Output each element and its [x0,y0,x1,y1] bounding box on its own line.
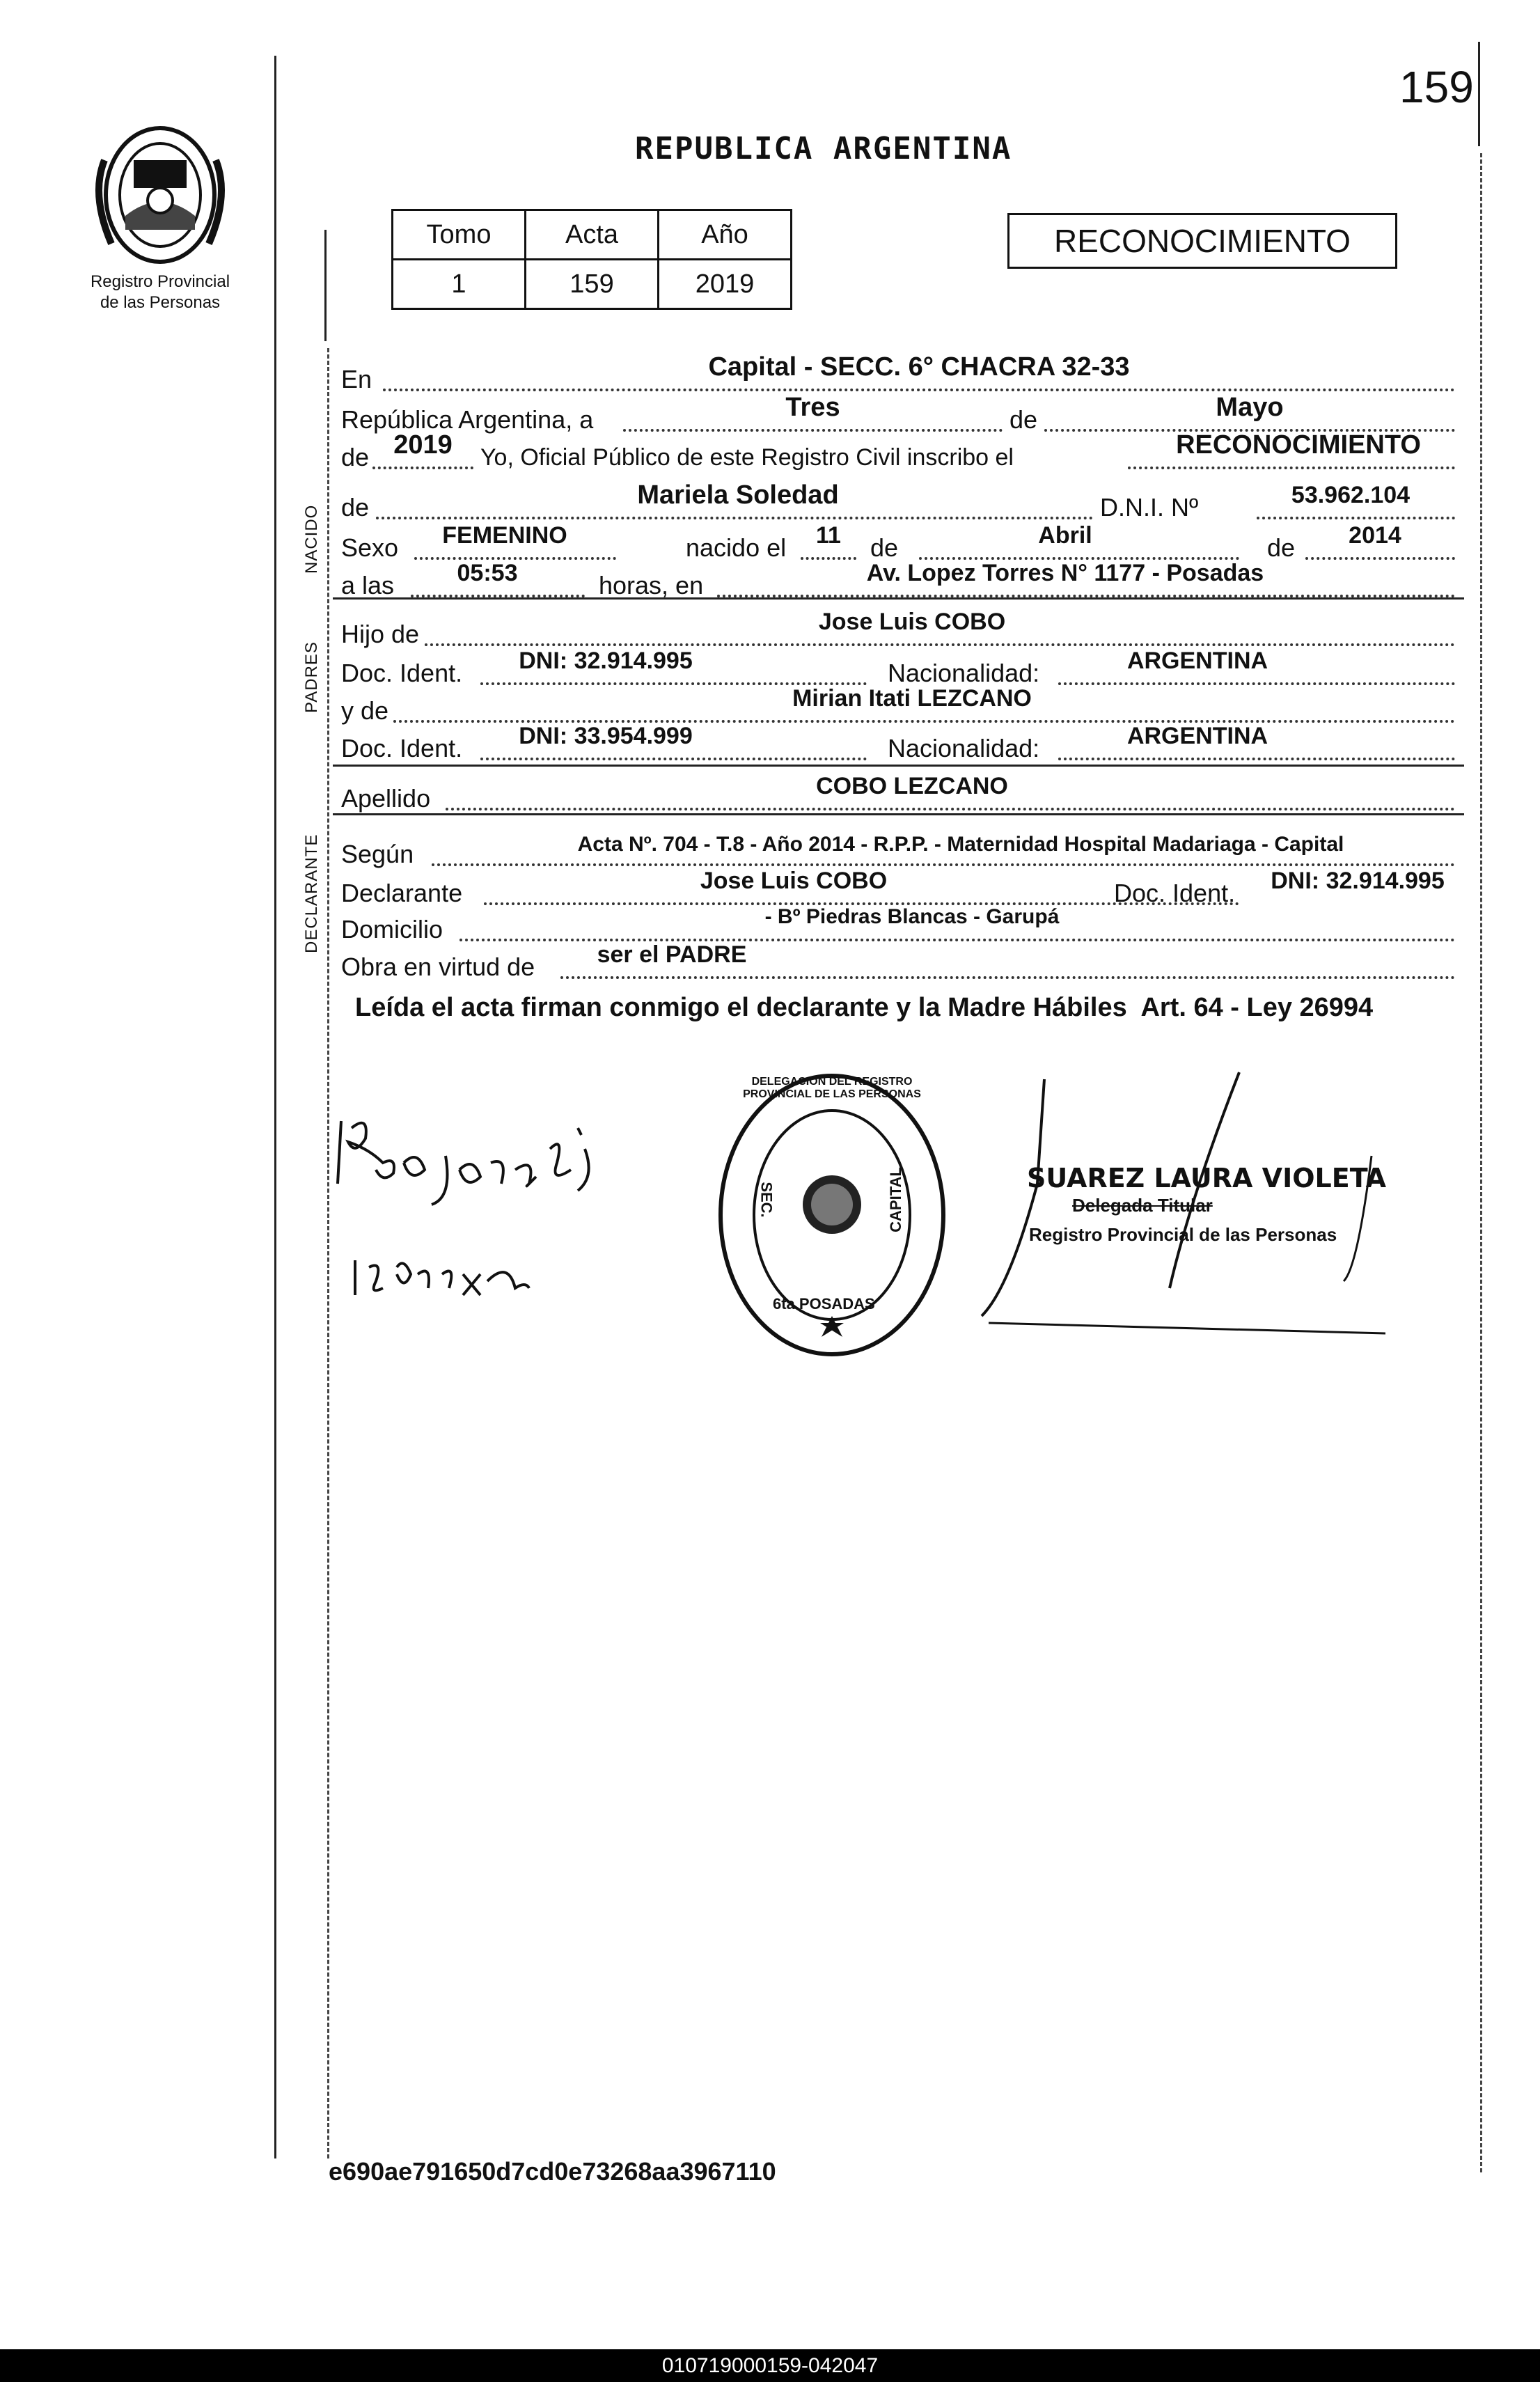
record-reference-table [391,209,792,310]
oficial-text: Yo, Oficial Público de este Registro Civil inscribo el [480,444,1014,471]
registry-stamp [710,1065,954,1365]
document-title: REPUBLICA ARGENTINA [635,131,1012,166]
sexo-value: FEMENINO [442,522,567,549]
row-domicilio [341,905,1459,943]
docident2-label: Doc. Ident. [341,734,463,762]
segun-label: Según [341,840,414,868]
docident3-label: Doc. Ident. [1114,879,1236,907]
stamp-inner-left: SEC. [757,1182,776,1218]
footer-bar [0,2349,1540,2382]
en-label: En [341,365,372,393]
day-value: Tres [785,393,840,422]
month-value: Mayo [1216,393,1284,422]
value-ano: 2019 [659,260,792,309]
row-apellido [341,774,1459,812]
birth-month: Abril [1038,522,1092,549]
label-nacido: NACIDO [302,504,321,574]
record-type: RECONOCIMIENTO [1054,223,1351,259]
mother-nat: ARGENTINA [1126,723,1268,749]
right-margin-line [1478,42,1480,146]
official-name: SUAREZ LAURA VIOLETA [1027,1163,1387,1193]
de2-label: de [341,443,370,471]
birth-year: 2014 [1349,522,1401,549]
apellido-value: COBO LEZCANO [816,773,1008,799]
row-oficial [341,430,1459,471]
hijo-label: Hijo de [341,620,420,648]
de-label: de [1009,405,1038,434]
nac2-label: Nacionalidad: [888,734,1040,762]
alas-label: a las [341,571,395,600]
row-hora [341,561,1459,599]
page-number: 159 [1399,62,1474,112]
obra-value: ser el PADRE [597,941,747,968]
row-en [341,352,1459,393]
row-obra [341,943,1459,980]
nacido-label: nacido el [686,533,787,562]
header-tomo: Tomo [393,210,526,260]
de5-label: de [1267,533,1296,562]
declarante-label: Declarante [341,879,463,907]
agency-emblem [84,118,237,272]
sexo-label: Sexo [341,533,399,562]
document-hash: e690ae791650d7cd0e73268aa3967110 [329,2157,776,2186]
time-value: 05:53 [457,560,518,586]
father-nat: ARGENTINA [1126,648,1268,674]
apellido-label: Apellido [341,784,431,813]
right-margin-dashes [1480,153,1482,2172]
domicilio-value: - Bº Piedras Blancas - Garupá [764,905,1060,928]
handwritten-signature [327,1107,647,1316]
inscribo-value: RECONOCIMIENTO [1176,430,1421,460]
official-agency: Registro Provincial de las Personas [1029,1224,1337,1245]
father-doc: DNI: 32.914.995 [519,648,693,674]
stamp-inner-bottom: 6ta POSADAS [773,1295,875,1313]
separator-apellido-segun [333,813,1464,815]
closing-statement: Leída el acta firman conmigo el declarante y la Madre Hábiles Art. 64 - Ley 26994 [355,993,1374,1022]
place-value: Av. Lopez Torres N° 1177 - Posadas [866,560,1264,586]
declarante-value: Jose Luis COBO [700,868,888,894]
father-value: Jose Luis COBO [818,609,1006,635]
de3-label: de [341,493,370,522]
dni-label: D.N.I. Nº [1100,493,1199,522]
year-value: 2019 [393,430,453,460]
de4-label: de [870,533,899,562]
record-type-box [1007,213,1397,269]
obra-label: Obra en virtud de [341,953,535,981]
left-margin-line [274,56,276,2158]
official-role: Delegada Titular [1072,1195,1213,1216]
value-acta: 159 [526,260,659,309]
row-name [341,480,1459,522]
label-declarante: DECLARANTE [302,833,321,953]
stamp-inner-right: CAPITAL [886,1167,904,1232]
label-padres: PADRES [302,641,321,713]
republica-label: República Argentina, a [341,405,594,434]
yde-label: y de [341,696,389,725]
agency-name: Registro Provincial de las Personas [90,272,230,312]
docident-label: Doc. Ident. [341,659,463,687]
header-ano: Año [659,210,792,260]
birth-day: 11 [816,522,841,549]
inner-margin-line-top [324,230,327,341]
value-tomo: 1 [393,260,526,309]
stamp-ring-text: DELEGACION DEL REGISTRO PROVINCIAL DE LAS PERSONAS [743,1076,921,1100]
nac-label: Nacionalidad: [888,659,1040,687]
name-value: Mariela Soledad [637,480,839,510]
row-mother-doc [341,724,1459,762]
header-acta: Acta [526,210,659,260]
segun-value: Acta Nº. 704 - T.8 - Año 2014 - R.P.P. - Maternidad Hospital Madariaga - Capital [577,833,1344,856]
mother-doc: DNI: 33.954.999 [519,723,693,749]
horas-label: horas, en [599,571,704,600]
dni-value: 53.962.104 [1291,482,1411,508]
mother-value: Mirian Itati LEZCANO [792,685,1032,712]
declarante-doc: DNI: 32.914.995 [1271,868,1445,894]
domicilio-label: Domicilio [341,915,443,943]
footer-code: 010719000159-042047 [661,2354,879,2377]
en-value: Capital - SECC. 6° CHACRA 32-33 [708,352,1130,382]
